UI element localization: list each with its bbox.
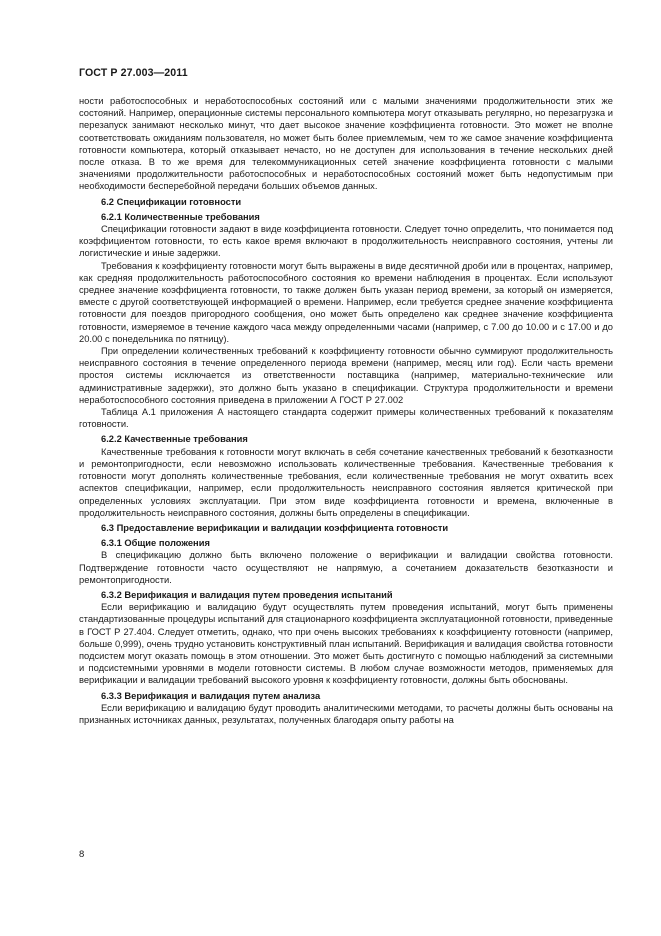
subsection-heading-6-2-2: 6.2.2 Качественные требования bbox=[101, 434, 248, 445]
section-heading-6-3: 6.3 Предоставление верификации и валидации коэффициента готовности bbox=[101, 522, 449, 533]
paragraph: Спецификации готовности задают в виде коэффициента готовности. Следует точно определить, что понимается под коэффициентом готовности, то есть какое время включают в продолжительность неисправного состояния, учтены ли логистические и иные задержки. bbox=[79, 224, 613, 259]
paragraph: Требования к коэффициенту готовности могут быть выражены в виде десятичной дроби или в процентах, например, как средняя продолжительность работоспособного состояния ко времени наблюдения в процентах. Если используют среднее значение коэффициента готовности, то также должен быть указан период времени, за который он измеряется, вместе с другой соответствующей информацией о времени. Например, если требуется среднее значение коэффициента готовности для поездов пригородного сообщения, оно может быть определено как среднее значение коэффициента готовности, измеряемое в течение каждого часа между определенными часами (например, с 7.00 до 10.00 и с 17.00 и до 20.00 с понедельника по пятницу). bbox=[79, 260, 613, 344]
subsection-heading-6-3-2: 6.3.2 Верификация и валидация путем проведения испытаний bbox=[101, 589, 393, 600]
page-header-title: ГОСТ Р 27.003—2011 bbox=[79, 67, 188, 79]
paragraph: Таблица А.1 приложения А настоящего стандарта содержит примеры количественных требований к показателям готовности. bbox=[79, 407, 613, 430]
paragraph: ности работоспособных и неработоспособных состояний или с малыми значениями продолжительности этих же состояний. Например, операционные системы персонального компьютера могут отказывать регулярно, но перезагрузка и перезапуск занимают несколько минут, что дает высокое значение коэффициента готовности. Это может не вполне соответствовать ожиданиям пользователя, но может быть более приемлемым, чем то же самое значение коэффициента готовности компьютера, который отказывает нечасто, но не доступен для использования в течение нескольких дней после отказа. В то же время для телекоммуникационных сетей значение коэффициента готовности с малыми значениями продолжительности работоспособных и неработоспособных состояний может быть недопустимым при необходимости бесперебойной передачи больших объемов данных. bbox=[79, 96, 613, 192]
subsection-heading-6-3-1: 6.3.1 Общие положения bbox=[101, 538, 210, 549]
subsection-heading-6-2-1: 6.2.1 Количественные требования bbox=[101, 211, 260, 222]
subsection-heading-6-3-3: 6.3.3 Верификация и валидация путем анализа bbox=[101, 690, 321, 701]
paragraph: При определении количественных требований к коэффициенту готовности обычно суммируют продолжительность неисправного состояния в течение определенного периода времени (например, месяц или год). Если часть времени простоя системы исключается из ответственности поставщика (например, материально-технические или административные задержки), это должно быть указано в спецификации. Структура продолжительности и времени неработоспособного состояния приведена в приложении А ГОСТ Р 27.002 bbox=[79, 346, 613, 405]
section-heading-6-2: 6.2 Спецификации готовности bbox=[101, 196, 242, 207]
paragraph: В спецификацию должно быть включено положение о верификации и валидации свойства готовности. Подтверждение готовности часто осуществляют не напрямую, а сочетанием доказательств безотказности и ремонтопригодности. bbox=[79, 550, 613, 585]
paragraph: Качественные требования к готовности могут включать в себя сочетание качественных требований к безотказности и ремонтопригодности, если невозможно использовать количественные требования. Качественные требования к готовности могут дополнять количественные требования, если количественные требования не могут охватить всех аспектов спецификации, например, если продолжительность неисправного состояния является критической при определенных условиях эксплуатации. При этом виде коэффициента готовности и времена, включенные в продолжительность неисправного состояния, должны быть определены в спецификации. bbox=[79, 446, 613, 518]
paragraph: Если верификацию и валидацию будут проводить аналитическими методами, то расчеты должны быть основаны на признанных источниках данных, результатах, полученных благодаря опыту работы на bbox=[79, 702, 613, 725]
paragraph: Если верификацию и валидацию будут осуществлять путем проведения испытаний, могут быть применены стандартизованные процедуры испытаний для стационарного коэффициента эксплуатационной готовности, приведенные в ГОСТ Р 27.404. Следует отметить, однако, что при очень высоких требованиях к коэффициенту готовности (например, больше 0,999), очень трудно установить конструктивный план испытаний. Верификация и валидация свойства готовности подсистем могут оказать помощь в этом отношении. Это может быть достигнуто с помощью наблюдений за системными и подсистемными уровнями в модели готовности системы. В любом случае возможности методов, применяемых для верификации и валидации требований высокого уровня к коэффициенту готовности, должны быть обоснованы. bbox=[79, 602, 613, 686]
page-body bbox=[79, 95, 613, 726]
page-number: 8 bbox=[79, 849, 85, 860]
